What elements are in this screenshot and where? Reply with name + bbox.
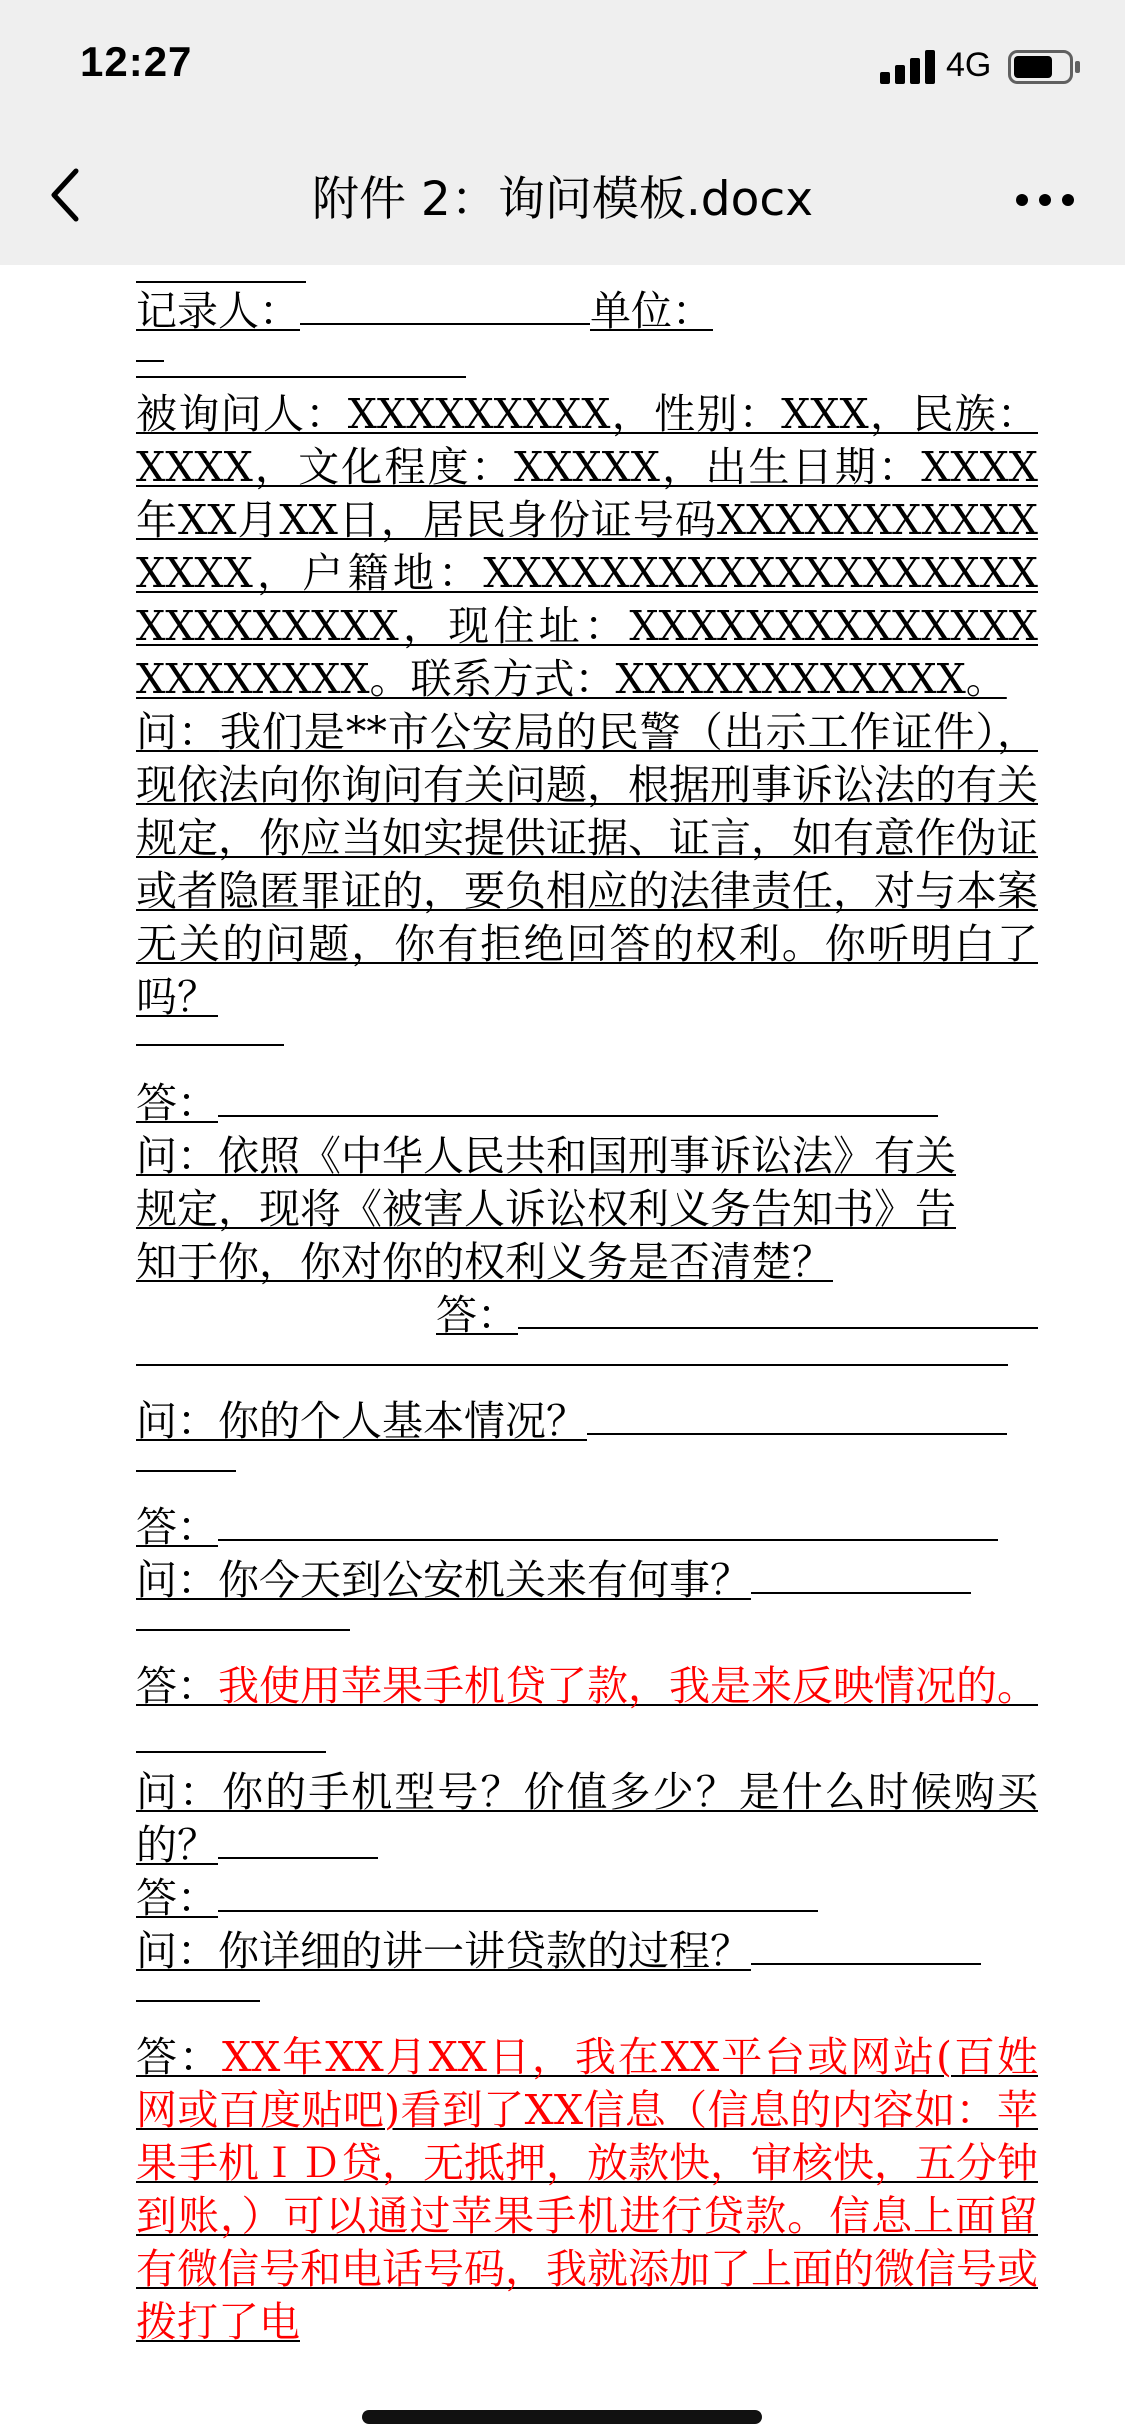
answer-purpose-label: 答： bbox=[136, 1662, 218, 1710]
answer-process bbox=[136, 2031, 1038, 2349]
fill-line bbox=[751, 1554, 971, 1594]
status-time: 12:27 bbox=[80, 38, 193, 85]
more-button[interactable] bbox=[1005, 175, 1085, 225]
answer-row bbox=[136, 1501, 1038, 1554]
spacer-row bbox=[136, 1024, 1038, 1077]
question-purpose: 问：你今天到公安机关来有何事？ bbox=[136, 1556, 751, 1604]
document-title: 附件 2：询问模板.docx bbox=[311, 172, 814, 227]
back-button[interactable] bbox=[40, 160, 90, 230]
home-indicator[interactable] bbox=[362, 2410, 762, 2424]
question-basic: 问：你的个人基本情况？ bbox=[136, 1397, 587, 1445]
fill-line bbox=[136, 360, 164, 362]
answer-label: 答： bbox=[136, 1079, 218, 1127]
chevron-left-icon bbox=[48, 167, 82, 223]
recorder-field[interactable] bbox=[300, 285, 590, 325]
unit-label: 单位： bbox=[590, 287, 713, 335]
question-phone bbox=[136, 1766, 1038, 1872]
fill-line bbox=[751, 1925, 981, 1965]
question-phone-text: 问：你的手机型号？价值多少？是什么时候购买的？ bbox=[136, 1768, 1038, 1869]
answer-label: 答： bbox=[436, 1291, 518, 1339]
fill-line bbox=[218, 1819, 378, 1859]
answer-field[interactable] bbox=[218, 1872, 818, 1912]
top-rule-row bbox=[136, 265, 1038, 285]
answer-row bbox=[136, 1872, 1038, 1925]
signal-icon bbox=[880, 50, 936, 84]
fill-line bbox=[136, 281, 306, 283]
fill-line bbox=[136, 1713, 326, 1753]
fill-line bbox=[136, 1470, 236, 1472]
recorder-label: 记录人： bbox=[136, 287, 300, 335]
answer-purpose-text: 我使用苹果手机贷了款，我是来反映情况的。 bbox=[218, 1662, 1038, 1710]
answer-field[interactable] bbox=[518, 1289, 1038, 1329]
recorder-row bbox=[136, 285, 1038, 338]
purpose-question-row bbox=[136, 1554, 1038, 1607]
fill-line bbox=[136, 2000, 260, 2002]
question-rights: 问：依照《中华人民共和国刑事诉讼法》有关规定，现将《被害人诉讼权利义务告知书》告知于你，你对你的权利义务是否清楚？ bbox=[136, 1132, 956, 1286]
question-intro bbox=[136, 706, 1038, 1024]
fill-line bbox=[136, 1364, 1008, 1366]
answer-field[interactable] bbox=[218, 1501, 998, 1541]
answer-process-label: 答： bbox=[136, 2033, 222, 2081]
network-type: 4G bbox=[946, 46, 992, 84]
answer-label: 答： bbox=[136, 1503, 218, 1551]
answer-purpose bbox=[136, 1660, 1038, 1766]
spacer-row bbox=[136, 1607, 1038, 1660]
basic-question-row bbox=[136, 1395, 1038, 1448]
top-bar bbox=[0, 0, 1125, 265]
answer-process-text: XX年XX月XX日，我在XX平台或网站(百姓网或百度贴吧)看到了XX信息（信息的内容如：苹果手机ＩＤ贷，无抵押，放款快，审核快，五分钟到账，）可以通过苹果手机进行贷款。信息上面留有微信号和电话号码，我就添加了上面的微信号或拨打了电 bbox=[136, 2033, 1038, 2346]
spacer-row bbox=[136, 1448, 1038, 1501]
more-dots-icon bbox=[1015, 193, 1075, 207]
question-intro-text: 我们是**市公安局的民警（出示工作证件），现依法向你询问有关问题，根据刑事诉讼法的有关规定，你应当如实提供证据、证言，如有意作伪证或者隐匿罪证的，要负相应的法律责任，对与本案无关的问题，你有拒绝回答的权利。你听明白了吗？ bbox=[136, 708, 1038, 1021]
spacer-row bbox=[136, 1978, 1038, 2031]
question-intro-label: 问： bbox=[136, 708, 220, 756]
spacer-row bbox=[136, 1342, 1038, 1395]
interviewee-info: 被询问人：XXXXXXXXX，性别：XXX，民族：XXXX，文化程度：XXXXX，出生日期：XXXX年XX月XX日，居民身份证号码XXXXXXXXXXXXXXX，户籍地：XXXXXXXXXXXXXXXXXXXXXXXXXXXX，现住址：XXXXXXXXXXXXXXXXXXXXXX。联系方式：XXXXXXXXXXXX。 bbox=[136, 390, 1038, 703]
fill-line bbox=[587, 1395, 1007, 1435]
process-question-row bbox=[136, 1925, 1038, 1978]
document-view[interactable] bbox=[136, 265, 1038, 2436]
question-process: 问：你详细的讲一讲贷款的过程？ bbox=[136, 1927, 751, 1975]
fill-line bbox=[136, 1044, 284, 1046]
answer-row bbox=[136, 1077, 1038, 1130]
fill-line bbox=[136, 1629, 350, 1631]
rights-answer-row bbox=[136, 1289, 1038, 1342]
spacer-row bbox=[136, 338, 1038, 388]
answer-label: 答： bbox=[136, 1874, 218, 1922]
answer-field[interactable] bbox=[218, 1077, 938, 1117]
battery-icon bbox=[1008, 50, 1082, 84]
